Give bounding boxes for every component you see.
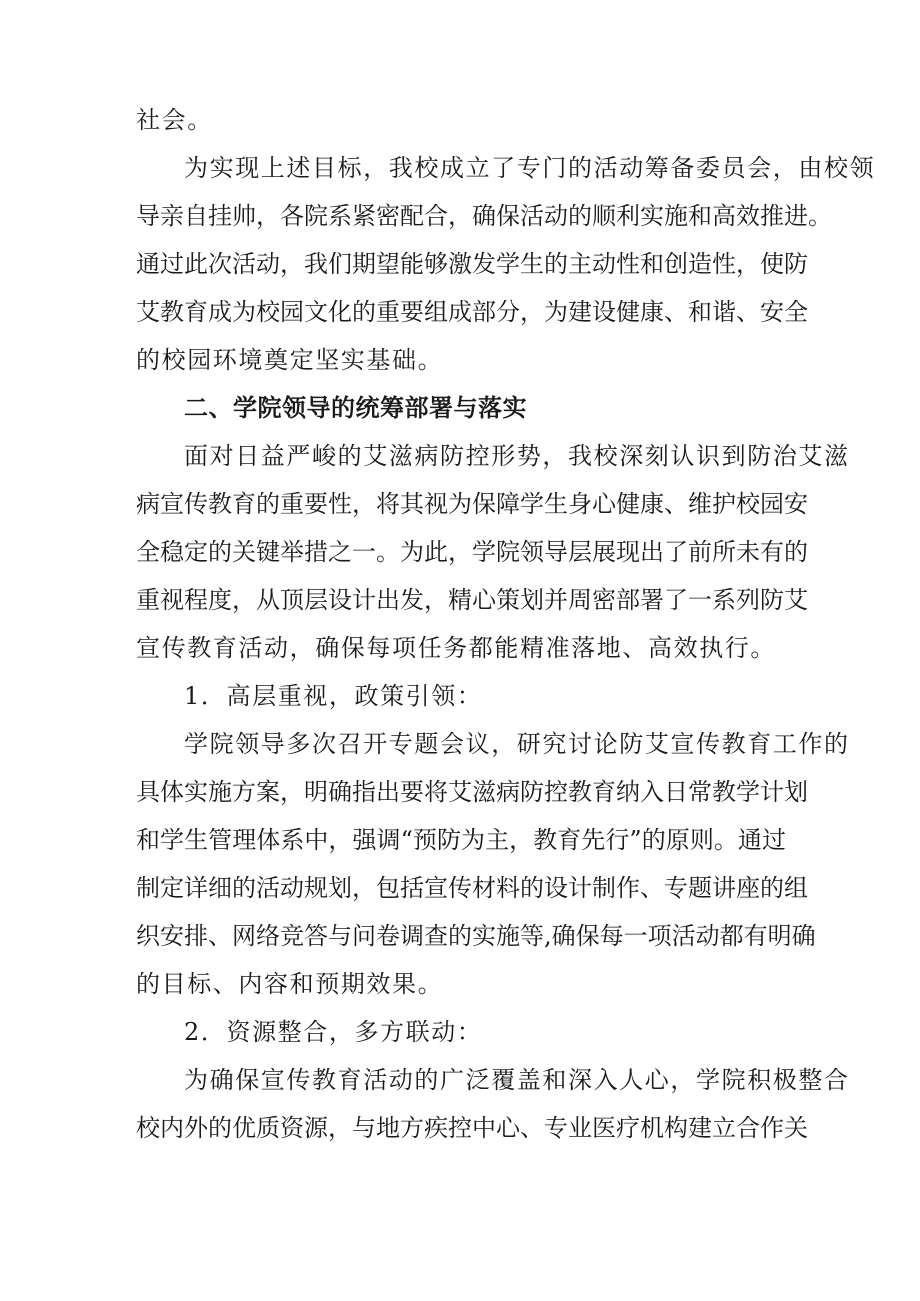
paragraph-line: 面对日益严峻的艾滋病防控形势，我校深刻认识到防治艾滋	[184, 442, 850, 470]
numbered-subheading: 2．资源整合，多方联动：	[184, 1018, 483, 1046]
paragraph-line: 导亲自挂帅，各院系紧密配合，确保活动的顺利实施和高效推进。	[136, 202, 832, 230]
document-body	[136, 96, 876, 1152]
paragraph-line: 的校园环境奠定坚实基础。	[136, 346, 444, 374]
paragraph-line: 重视程度，从顶层设计出发，精心策划并周密部署了一系列防艾	[136, 586, 808, 614]
paragraph-line: 艾教育成为校园文化的重要组成部分，为建设健康、和谐、安全	[136, 298, 808, 326]
paragraph-line: 病宣传教育的重要性，将其视为保障学生身心健康、维护校园安	[136, 490, 808, 518]
numbered-subheading: 1．高层重视，政策引领：	[184, 682, 483, 710]
paragraph-line: 织安排、网络竞答与问卷调查的实施等,确保每一项活动都有明确	[136, 922, 816, 950]
paragraph-line: 的目标、内容和预期效果。	[136, 970, 444, 998]
paragraph-line: 具体实施方案，明确指出要将艾滋病防控教育纳入日常教学计划	[136, 778, 808, 806]
paragraph-line: 制定详细的活动规划，包括宣传材料的设计制作、专题讲座的组	[136, 874, 808, 902]
paragraph-line: 宣传教育活动，确保每项任务都能精准落地、高效执行。	[136, 634, 776, 662]
section-heading: 二、学院领导的统筹部署与落实	[184, 394, 527, 422]
paragraph-line: 和学生管理体系中，强调“预防为主，教育先行”的原则。通过	[136, 826, 786, 854]
paragraph-line: 为确保宣传教育活动的广泛覆盖和深入人心，学院积极整合	[184, 1066, 850, 1094]
paragraph-line: 全稳定的关键举措之一。为此，学院领导层展现出了前所未有的	[136, 538, 808, 566]
paragraph-line: 通过此次活动，我们期望能够激发学生的主动性和创造性，使防	[136, 250, 808, 278]
paragraph-line: 社会。	[136, 106, 213, 134]
paragraph-line: 校内外的优质资源，与地方疾控中心、专业医疗机构建立合作关	[136, 1114, 808, 1142]
paragraph-line: 学院领导多次召开专题会议，研究讨论防艾宣传教育工作的	[184, 730, 850, 758]
paragraph-line: 为实现上述目标，我校成立了专门的活动筹备委员会，由校领	[184, 154, 876, 182]
